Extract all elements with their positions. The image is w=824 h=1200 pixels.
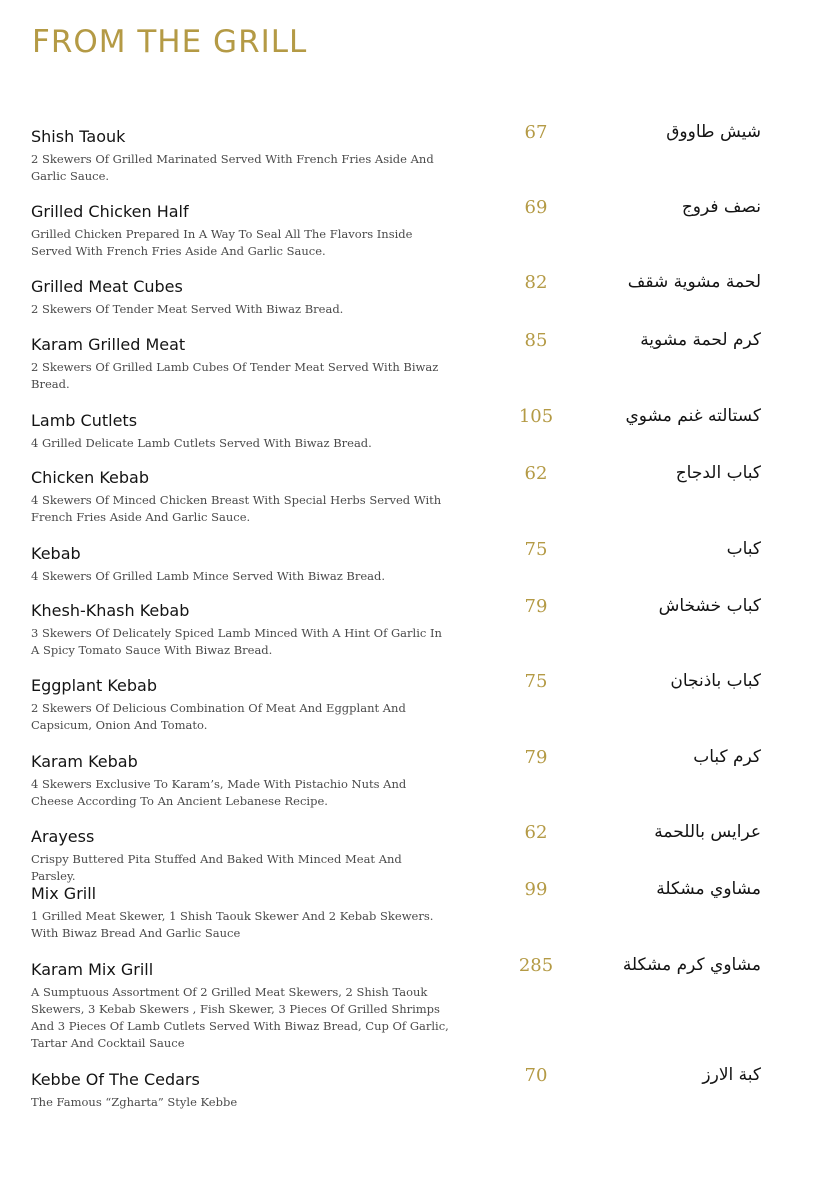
item-price: 99 xyxy=(524,879,548,900)
item-description: 2 Skewers Of Grilled Marinated Served With French Fries Aside And Garlic Sauce. xyxy=(31,152,434,183)
item-arabic-name: كبة الارز xyxy=(702,1065,761,1085)
item-name: Lamb Cutlets xyxy=(31,411,138,430)
item-arabic-name: كرم لحمة مشوية xyxy=(640,330,761,350)
item-description: 4 Grilled Delicate Lamb Cutlets Served With Biwaz Bread. xyxy=(31,436,372,450)
item-name: Khesh-Khash Kebab xyxy=(31,601,190,620)
item-arabic-name: كباب الدجاج xyxy=(675,463,761,483)
item-arabic-name: كباب xyxy=(726,539,761,559)
item-arabic-name: عرايس باللحمة xyxy=(654,822,761,842)
item-description: Crispy Buttered Pita Stuffed And Baked With Minced Meat And Parsley. xyxy=(31,852,402,883)
item-description: 4 Skewers Of Grilled Lamb Mince Served With Biwaz Bread. xyxy=(31,569,386,583)
item-description: 2 Skewers Of Tender Meat Served With Biwaz Bread. xyxy=(31,302,344,316)
item-arabic-name: لحمة مشوية شقف xyxy=(627,272,761,292)
item-arabic-name: نصف فروج xyxy=(681,197,761,217)
item-price: 69 xyxy=(524,197,548,218)
item-name: Kebab xyxy=(31,544,81,563)
item-arabic-name: كباب باذنجان xyxy=(670,671,761,691)
item-arabic-name: شيش طاووق xyxy=(666,122,761,142)
item-price: 285 xyxy=(518,955,554,976)
item-description: 4 Skewers Exclusive To Karam’s, Made With Pistachio Nuts And Cheese According To An Ancient Lebanese Recipe. xyxy=(31,777,407,808)
item-description: 4 Skewers Of Minced Chicken Breast With Special Herbs Served With French Fries Aside And Garlic Sauce. xyxy=(31,493,442,524)
item-price: 79 xyxy=(524,596,548,617)
item-description: 3 Skewers Of Delicately Spiced Lamb Minced With A Hint Of Garlic In A Spicy Tomato Sauce With Biwaz Bread. xyxy=(31,626,442,657)
item-name: Karam Grilled Meat xyxy=(31,335,186,354)
item-price: 105 xyxy=(518,406,554,427)
item-name: Arayess xyxy=(31,827,95,846)
item-arabic-name: مشاوي مشكلة xyxy=(656,879,761,899)
item-description: Grilled Chicken Prepared In A Way To Seal All The Flavors Inside Served With French Fries Aside And Garlic Sauce. xyxy=(31,227,413,258)
page-title: FROM THE GRILL xyxy=(32,24,308,60)
item-name: Mix Grill xyxy=(31,884,97,903)
item-name: Karam Mix Grill xyxy=(31,960,154,979)
item-description: 2 Skewers Of Grilled Lamb Cubes Of Tender Meat Served With Biwaz Bread. xyxy=(31,360,439,391)
item-arabic-name: مشاوي كرم مشكلة xyxy=(622,955,761,975)
item-name: Grilled Chicken Half xyxy=(31,202,189,221)
item-price: 85 xyxy=(524,330,548,351)
item-description: A Sumptuous Assortment Of 2 Grilled Meat Skewers, 2 Shish Taouk Skewers, 3 Kebab Skewers , Fish Skewer, 3 Pieces Of Grilled Shrimps And 3 Pieces Of Lamb Cutlets Served With Biwaz Bread, Cup Of Garlic, Tartar And Cocktail Sauce xyxy=(31,985,449,1050)
item-arabic-name: كباب خشخاش xyxy=(658,596,761,616)
item-price: 62 xyxy=(524,463,548,484)
item-price: 67 xyxy=(524,122,548,143)
item-arabic-name: كستالته غنم مشوي xyxy=(625,406,761,426)
item-name: Eggplant Kebab xyxy=(31,676,157,695)
item-price: 75 xyxy=(524,671,548,692)
item-price: 75 xyxy=(524,539,548,560)
item-name: Shish Taouk xyxy=(31,127,126,146)
item-price: 82 xyxy=(524,272,548,293)
item-name: Karam Kebab xyxy=(31,752,138,771)
item-price: 62 xyxy=(524,822,548,843)
item-name: Kebbe Of The Cedars xyxy=(31,1070,200,1089)
item-price: 79 xyxy=(524,747,548,768)
item-name: Grilled Meat Cubes xyxy=(31,277,183,296)
item-description: 1 Grilled Meat Skewer, 1 Shish Taouk Skewer And 2 Kebab Skewers. With Biwaz Bread And Garlic Sauce xyxy=(31,909,434,940)
item-price: 70 xyxy=(524,1065,548,1086)
item-description: 2 Skewers Of Delicious Combination Of Meat And Eggplant And Capsicum, Onion And Tomato. xyxy=(31,701,406,732)
item-arabic-name: كرم كباب xyxy=(693,747,761,767)
item-name: Chicken Kebab xyxy=(31,468,149,487)
item-description: The Famous “Zgharta” Style Kebbe xyxy=(31,1095,238,1109)
